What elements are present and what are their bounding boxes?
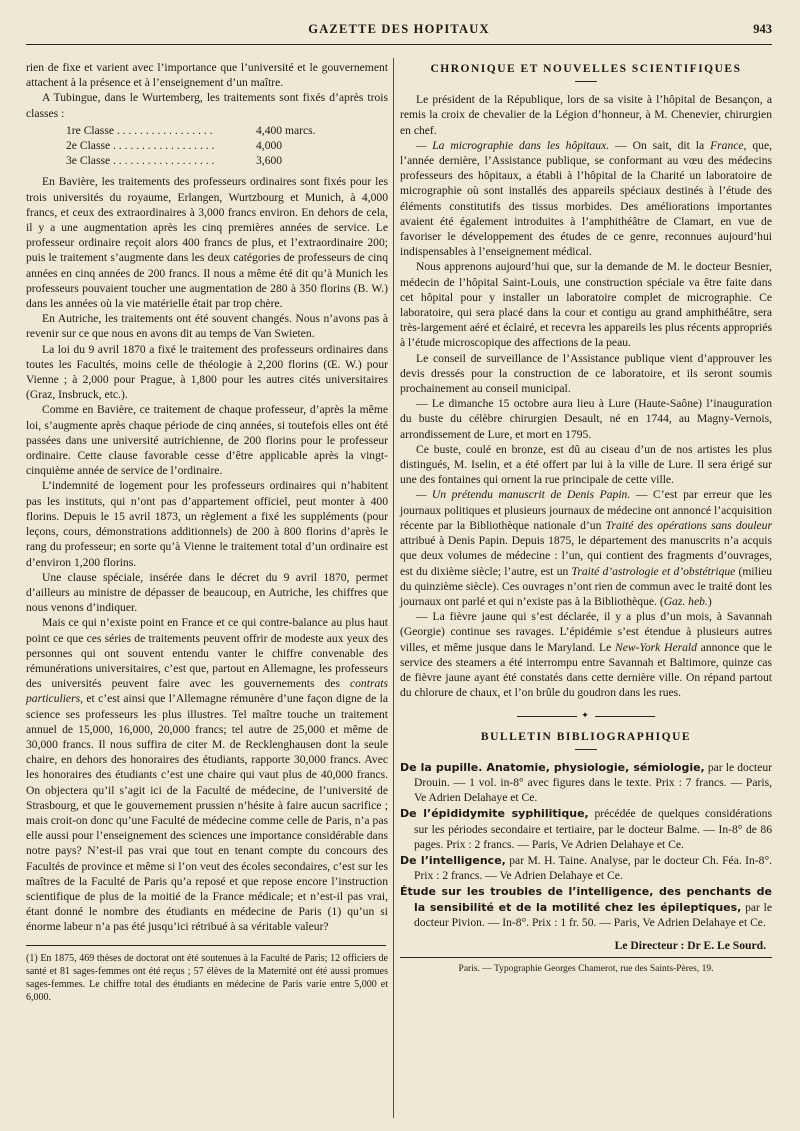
paragraph [400, 138, 772, 260]
page-number: 943 [753, 22, 772, 36]
class-value: 3,600 [256, 154, 283, 168]
column-divider [393, 58, 394, 1118]
class-value: 4,000 [256, 139, 283, 153]
biblio-title: Étude sur les troubles de l’intelligence, des penchants de la sensibilité et de la motilité chez les épileptiques, [400, 885, 772, 914]
text-run: (milieu du quinzième siècle). Ces ouvrages n’ont rien de commun avec le traité dont les journaux ont parlé et qui n’existe pas à la Bibliothèque. ( [400, 564, 773, 608]
paragraph: Le conseil de surveillance de l’Assistance publique vient d’approuver les devis dressés pour la construction de ce laboratoire, et ils seront soumis prochainement au conseil municipal. [400, 351, 772, 396]
paragraph: rien de fixe et varient avec l’importance que l’université et le gouvernement attachent à la présence et à l’enseignement d’un maître. [26, 61, 388, 90]
paragraph [400, 609, 772, 700]
biblio-entry [400, 884, 773, 930]
italic-run: Traité des opérations sans douleur [605, 518, 772, 532]
class-label: 3e Classe . . . . . . . . . . . . . . . . . . [66, 154, 215, 168]
text-run: — C’est par erreur que les journaux politiques et plusieurs journaux de médecine ont annoncé l’acquisition récente par la Bibliothèque nationale d’un [400, 488, 772, 532]
paragraph: La loi du 9 avril 1870 a fixé le traitement des professeurs ordinaires dans toutes les Facultés, moins celle de théologie à 2,200 florins (Œ. W.) pour Vienne ; à 2,000 pour Prague, à 1,800 pour les autres cités universitaires (Graz, Insbruck, etc.). [26, 342, 388, 402]
paragraph: En Bavière, les traitements des professeurs ordinaires sont fixés pour les trois universités du royaume, Erlangen, Wurtzbourg et Munich, à 4,000 francs, et ceux des extraordinaires à 3,000 francs environ. En dehors de cela, il y a une augmentation après les cinq premières années de service. Le professeur ordinaire reçoit alors 400 francs de plus, et l’extraordinaire 200; puis le traitement s’augmente dans les deux catégories de professeurs de cinq années en cinq années de 200 francs. Il nous a même été dit qu’à Munich les professeurs pouvaient toucher une augmentation de 280 à 350 florins (B. W.) dans les années où la vie matérielle était par trop chère. [26, 175, 388, 311]
italic-run: — Un prétendu manuscrit de Denis Papin. [416, 488, 631, 502]
text-run: — La fièvre jaune qui s’est déclarée, il y a plus d’un mois, à Savannah (Georgie) continue ses ravages. L’épidémie s’est étendue à plusieurs autres villes, et même jusque dans le Maryland. Le [400, 610, 772, 654]
printer-imprint: Paris. — Typographie Georges Chamerot, rue des Saints-Pères, 19. [458, 964, 714, 975]
text-run: ) [707, 594, 712, 608]
footnote-divider [26, 945, 386, 946]
right-column [400, 60, 772, 977]
biblio-entry [400, 760, 772, 806]
paragraph: Nous apprenons aujourd’hui que, sur la demande de M. le docteur Besnier, médecin de l’hôpital Saint-Louis, une construction spéciale va être faite dans cet hôpital pour y installer un laboratoire complet de micrographie. Ce laboratoire, qui sera placé dans la cour et contigu au grand amphithéâtre, sera très-largement aéré et éclairé, et recevra les appareils les plus récents appropriés à l’étude microscopique des affections de la peau. [400, 260, 772, 350]
paragraph [26, 615, 388, 934]
section-divider [575, 749, 597, 750]
italic-run: France [710, 138, 744, 152]
paragraph: L’indemnité de logement pour les professeurs ordinaires qui n’habitent pas les instituts, qui n’ont pas d’appartement officiel, peut monter à 400 florins. Depuis le 15 avril 1873, un règlement a fixé les suppléments (pour leçons, cours, démonstrations additionnels) de 200 à 800 florins d’après le rang du professeur; en sorte qu’à Vienne le traitement total d’un ordinaire est d’environ 1,200 florins. [26, 479, 388, 569]
paragraph: Une clause spéciale, insérée dans le décret du 9 avril 1870, permet d’ailleurs au ministre de dépasser de beaucoup, en Autriche, les chiffres que nous venons d’indiquer. [26, 570, 388, 615]
class-label: 1re Classe . . . . . . . . . . . . . . . . . [66, 123, 213, 137]
italic-run: Gaz. heb. [663, 594, 708, 608]
biblio-title: De l’épididymite syphilitique, [400, 807, 589, 821]
class-label: 2e Classe . . . . . . . . . . . . . . . . . . [66, 139, 215, 153]
biblio-details: par le docteur Pivion. — In-8°. Prix : 1 fr. 50. — Paris, Ve Adrien Delahaye et Ce. [414, 900, 773, 929]
text-run: , que, l’année dernière, l’Assistance publique, se conformant au vœu des médecins professeurs des hôpitaux, a établi à l’hôpital de la Charité un laboratoire de micrographie où sont installés des appareils spéciaux destinés à l’étude des éléments constitutifs des tissus morbides. Des améliorations importantes avaient été également introduites à l’amphithéâtre de Clamart, en vue de favoriser le développement des études de ce genre, reconnues aujourd’hui indispensables à l’enseignement médical. [400, 138, 773, 259]
text-run: annonce que le service des steamers a été interrompu entre Savannah et Baltimore, quinze cas de fièvre jaune ayant été constatés dans cette dernière ville. On répand partout du chlorure de chaux, et l’on brûle du goudron dans les rues. [400, 640, 772, 700]
biblio-details: par M. H. Taine. Analyse, par le docteur Ch. Féa. In-8°. Prix : 2 francs. — Ve Adrien Delahaye et Ce. [414, 853, 772, 883]
biblio-entry [400, 853, 772, 883]
paragraph [400, 487, 772, 609]
biblio-title: De la pupille. Anatomie, physiologie, sémiologie, [400, 760, 705, 774]
paragraph: Ce buste, coulé en bronze, est dû au ciseau d’un de nos artistes les plus distingués, M. Iselin, et a été offert par lui à la ville de Lure. Il sera érigé sur une des fontaines qui ornent la rue principale de cette ville. [400, 442, 772, 487]
imprint-divider [400, 957, 772, 958]
journal-title: GAZETTE DES HOPITAUX [308, 22, 490, 36]
salary-classes-table [66, 123, 388, 169]
italic-run: New-York Herald [615, 640, 697, 654]
section-title-chronique: CHRONIQUE ET NOUVELLES SCIENTIFIQUES [430, 63, 742, 75]
paragraph: — Le dimanche 15 octobre aura lieu à Lure (Haute-Saône) l’inauguration du buste du célèbre chirurgien Desault, né en 1744, au Magny-Vernois, arrondissement de Lure, et mort en 1795. [400, 397, 772, 441]
left-column [26, 60, 388, 1004]
director-signature: Le Directeur : Dr E. Le Sourd. [614, 938, 766, 952]
biblio-entry [400, 806, 772, 852]
biblio-details: par le docteur Drouin. — 1 vol. in-8° avec figures dans le texte. Prix : 7 francs. — Paris, Ve Adrien Delahaye et Ce. [414, 760, 772, 805]
italic-run: — La micrographie dans les hôpitaux. [416, 138, 610, 152]
section-divider [575, 81, 597, 82]
table-row [66, 138, 388, 153]
text-run: — On sait, dit la [609, 138, 711, 152]
table-row [66, 153, 388, 168]
text-run: attribué à Denis Papin. Depuis 1875, le département des manuscrits n’a acquis que deux volumes de médecine : l’un, qui contient des fragments d’ouvrages, est du dixième siècle; l’autre, est un [400, 534, 772, 578]
text-run: Mais ce qui n’existe point en France et ce qui contre-balance au plus haut point ce que ces séries de traitements peuvent offrir de modeste aux yeux des personnes qui ont souvent entendu vanter le chiffre convenable des rémunérations universitaires, c’est que, partout en Allemagne, les professeurs des universités peuvent faire avec les gouvernements des [26, 616, 388, 691]
italic-run: contrats particuliers [26, 677, 388, 706]
section-title-bulletin: BULLETIN BIBLIOGRAPHIQUE [480, 730, 692, 743]
biblio-details: précédée de quelques considérations sur les périodes secondaire et tertiaire, par le docteur Balme. — In-8° de 86 pages. Prix : 2 francs. — Paris, Ve Adrien Delahaye et Ce. [414, 807, 772, 851]
page-header [26, 18, 772, 45]
italic-run: Traité d’astrologie et d’obstétrique [571, 564, 736, 578]
paragraph: Comme en Bavière, ce traitement de chaque professeur, d’après la même loi, s’augmente après chaque période de cinq années, si toutefois elles ont été passées dans une université autrichienne, de 200 florins pour le professeur ordinaire. Cette clause favorable cesse d’être applicable après la vingt-cinquième année de service de l’ordinaire. [26, 403, 388, 478]
ornament-line [595, 716, 655, 717]
ornament-divider: ✦ [400, 708, 772, 723]
biblio-title: De l’intelligence, [400, 853, 506, 867]
ornament-line [517, 716, 577, 717]
paragraph: En Autriche, les traitements ont été souvent changés. Nous n’avons pas à revenir sur ce que nous en avons dit au temps de Van Swieten. [26, 312, 388, 341]
paragraph: A Tubingue, dans le Wurtemberg, les traitements sont fixés d’après trois classes : [26, 91, 388, 120]
text-run: , et c’est ainsi que l’Allemagne rémunère d’une façon digne de la science ses professeurs les plus illustres. Tel maître touche un traitement annuel de 15,000, 16,000, 20,000 francs; tel autre de 25,000 et même de 30,000 francs. Il nous suffira de citer M. de Recklenghausen dont la seule chaire, en dehors des honoraires des étudiants, rapporte 30,000 francs. Avec les honoraires des étudiants c’est une chaire qui vaut plus de 40,000 francs. On objectera qu’il s’agit ici de la Faculté de médecine, de l’université de Strasbourg, et que le gouvernement prussien n’hésite à faire aucun sacrifice ; mais croit-on donc qu’une Faculté de médecine comme celle de Paris, n’a pas elle aussi pour l’enseignement des sciences une importance considérable dans notre pays? N’est-il pas vrai que tout en tenant compte du concours des Facultés de province et même si l’on veut des écoles secondaires, c’est sur les maîtres de la Faculté de Paris qu’a reposé et que repose encore l’instruction scientifique de plus de la moitié de la France médicale; et n’est-il pas vrai, étant donné le nombre des étudiants en médecine de Paris (1) qu’un si énorme labeur n’a pas été jusqu’ici rétribué à sa véritable valeur? [26, 692, 388, 934]
table-row [66, 123, 388, 138]
footnote: (1) En 1875, 469 thèses de doctorat ont été soutenues à la Faculté de Paris; 12 officiers de santé et 81 sages-femmes ont été reçus ; 57 élèves de la Maternité ont été aussi promues sages-femmes. Le chiffre total des étudiants en médecine de Paris varie entre 5,000 et 6,000. [26, 952, 388, 1003]
class-value: 4,400 marcs. [256, 123, 316, 137]
paragraph: Le président de la République, lors de sa visite à l’hôpital de Besançon, a remis la croix de chevalier de la Légion d’honneur, à M. Chenevier, chirurgien en chef. [400, 93, 772, 137]
